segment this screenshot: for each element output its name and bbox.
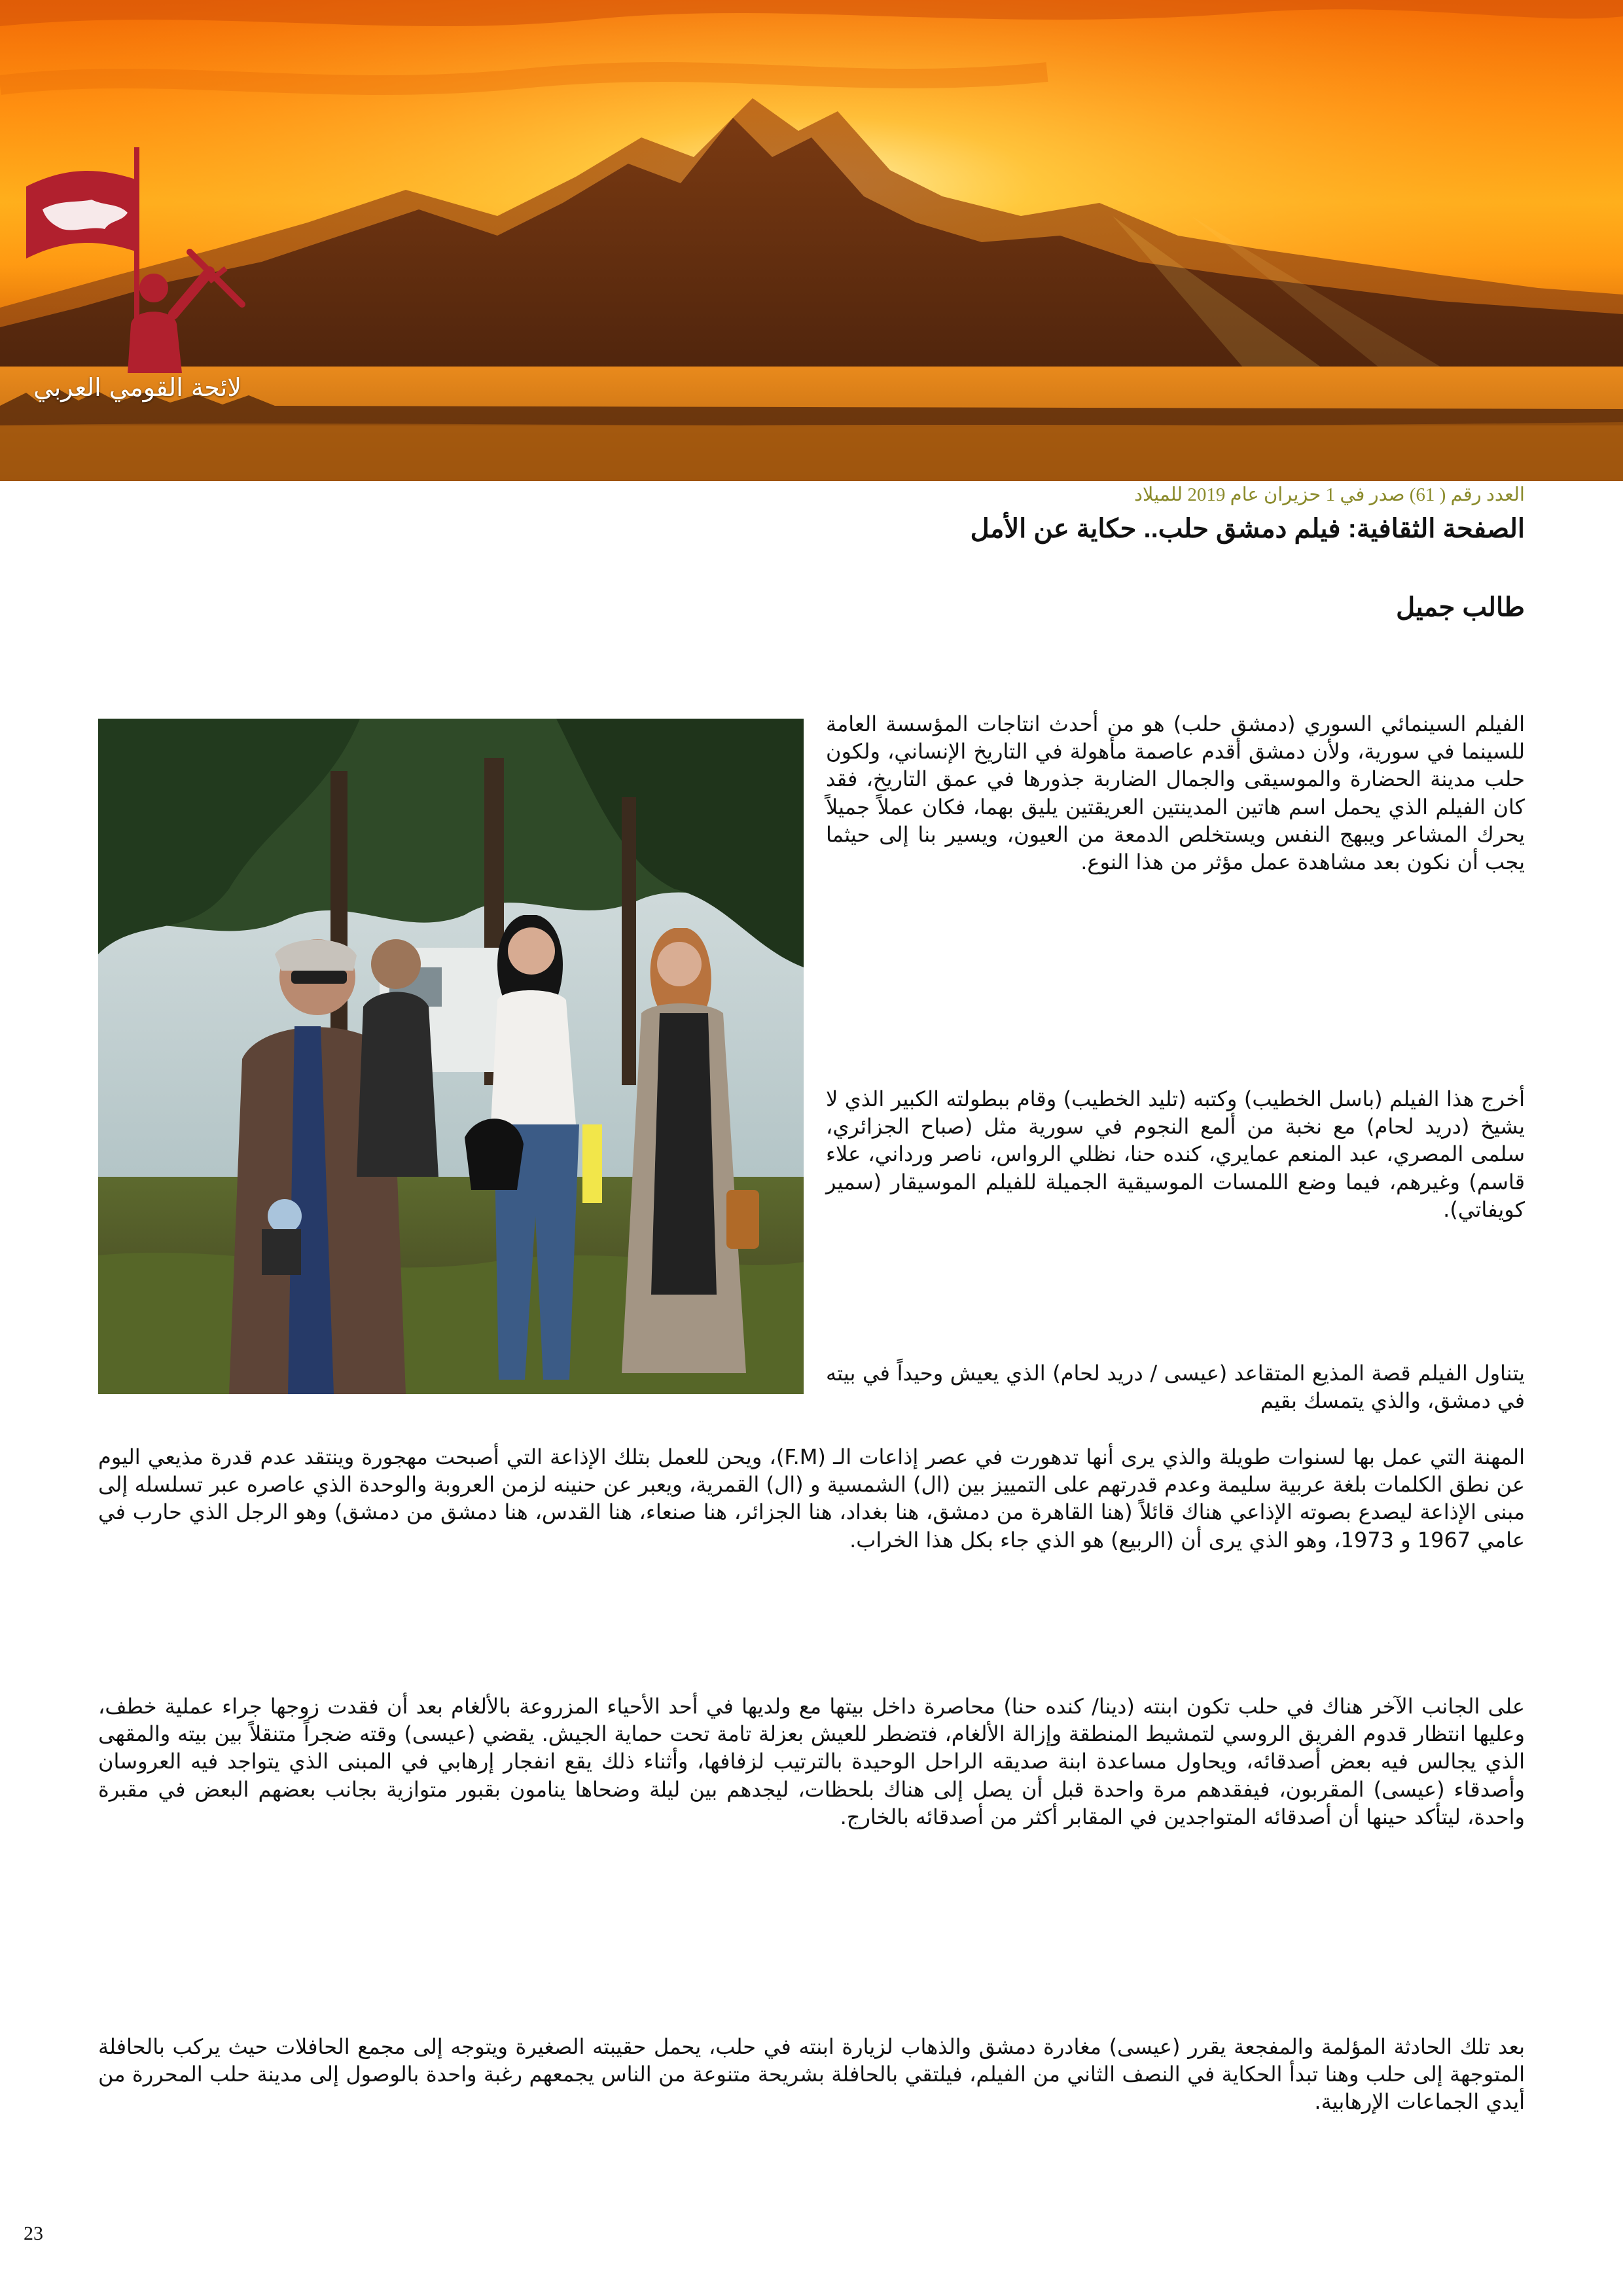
author-name: طالب جميل xyxy=(1396,593,1525,622)
issue-line: العدد رقم ( 61) صدر في 1 حزيران عام 2019 للميلاد xyxy=(1133,484,1525,505)
page-number: 23 xyxy=(24,2223,43,2244)
film-still-image xyxy=(98,719,804,1394)
header-banner xyxy=(0,0,1623,481)
logo xyxy=(13,141,262,412)
article-paragraph-5: بعد تلك الحادثة المؤلمة والمفجعة يقرر (عيسى) مغادرة دمشق والذهاب لزيارة ابنته في حلب، يحمل حقيبته الصغيرة ويتوجه إلى مجمع الحافلات حيث يركب بالحافلة المتوجهة إلى حلب وهنا تبدأ الحكاية في النصف الثاني من الفيلم، فيلتقي بالحافلة بشريحة متنوعة من الناس يجمعهم رغبة واحدة بالوصول إلى مدينة حلب المحررة من أيدي الجماعات الإرهابية. xyxy=(98,2034,1525,2115)
article-paragraph-3-start: يتناول الفيلم قصة المذيع المتقاعد (عيسى / دريد لحام) الذي يعيش وحيداً في بيته في دمشق، والذي يتمسك بقيم xyxy=(826,1361,1525,1414)
article-paragraph-1: الفيلم السينمائي السوري (دمشق حلب) هو من أحدث انتاجات المؤسسة العامة للسينما في سورية، ولأن دمشق أقدم عاصمة مأهولة في التاريخ الإنساني، ولكون حلب مدينة الحضارة والموسيقى والجمال الضاربة جذورها في عمق التاريخ، فقد كان الفيلم الذي يحمل اسم هاتين المدينتين العريقتين يليق بهما، فكان عملاً جميلاً يحرك المشاعر ويبهج النفس ويستخلص الدمعة من العيون، ويسير بنا إلى حيثما يجب أن نكون بعد مشاهدة عمل مؤثر من هذا النوع. xyxy=(826,711,1525,875)
film-still-photo xyxy=(98,719,804,1394)
article-paragraph-4: على الجانب الآخر هناك في حلب تكون ابنته (دينا/ كنده حنا) محاصرة داخل بيتها مع ولديها في أحد الأحياء المزروعة بالألغام بعد أن فقدت زوجها جراء عملية خطف، وعليها انتظار قدوم الفريق الروسي لتمشيط المنطقة وإزالة الألغام، فتضطر للعيش بعزلة تامة تحت حماية الجيش. يقضي (عيسى) وقته ضجراً متنقلاً بين بيته والمقهى الذي يجالس فيه بعض أصدقائه، ويحاول مساعدة ابنة صديقه الراحل الوحيدة بالترتيب لزفافها، وأثناء ذلك يقع انفجار إرهابي في المبنى الذي يتواجد فيه العروسان وأصدقاء (عيسى) المقربون، فيفقدهم مرة واحدة قبل أن يصل إلى هناك بلحظات، ليجدهم بين ليلة وضحاها ينامون بقبور متوازية بجانب بعضهم البعض في مقبرة واحدة، ليتأكد حينها أن أصدقائه المتواجدين في المقابر أكثر من أصدقائه بالخارج. xyxy=(98,1694,1525,1829)
page-title: الصفحة الثقافية: فيلم دمشق حلب.. حكاية عن الأمل xyxy=(970,514,1525,543)
flag-fighter-emblem-icon xyxy=(13,141,262,376)
logo-text: لائحة القومي العربي xyxy=(33,373,241,402)
article-paragraph-3-continued: المهنة التي عمل بها لسنوات طويلة والذي يرى أنها تدهورت في عصر إذاعات الـ (F.M)، ويحن للعمل بتلك الإذاعة التي أصبحت مهجورة وينتقد عدم قدرة مذيعي اليوم عن نطق الكلمات بلغة عربية سليمة وعدم قدرتهم على التمييز بين (ال) الشمسية و (ال) القمرية، ويعبر عن حنينه لزمن العروبة والوحدة الذي عاصره عبر تسلسله إلى مبنى الإذاعة ليصدع بصوته الإذاعي هناك قائلاً (هنا القاهرة من دمشق، هنا بغداد، هنا الجزائر، هنا صنعاء، هنا القدس، هنا دمشق من دمشق) وهو الرجل الذي حارب في عامي 1967 و 1973، وهو الذي يرى أن (الربيع) هو الذي جاء بكل هذا الخراب. xyxy=(98,1444,1525,1552)
article-paragraph-2: أخرج هذا الفيلم (باسل الخطيب) وكتبه (تليد الخطيب) وقام ببطولته الكبير الذي لا يشيخ (دريد لحام) مع نخبة من ألمع النجوم في سورية مثل (صباح الجزائري، سلمى المصري، عبد المنعم عمايري، كنده حنا، نظلي الرواس، ناصر ورداني، علاء قاسم) وغيرهم، فيما وضع اللمسات الموسيقية الجميلة للفيلم الموسيقار (سمير كويفاتي). xyxy=(826,1086,1525,1222)
